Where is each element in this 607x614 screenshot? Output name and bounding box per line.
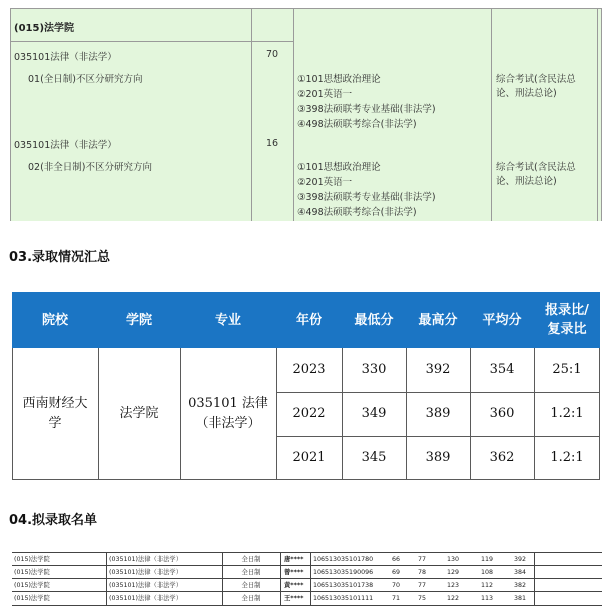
avg-score-cell: 360 — [489, 406, 515, 421]
school-cell — [12, 348, 98, 480]
list-study-mode: 全日制 — [241, 569, 261, 576]
header-max-score: 最高分 — [418, 312, 458, 328]
list-candidate-name: 黄**** — [284, 582, 304, 589]
exam-subject: ①101思想政治理论 — [297, 162, 381, 173]
list-score-english: 77 — [417, 582, 426, 589]
list-score-course1: 122 — [446, 595, 460, 602]
college-title: (015)法学院 — [14, 23, 75, 34]
list-college: (015)法学院 — [14, 556, 50, 563]
program-direction: 02(非全日制)不区分研究方向 — [28, 162, 153, 173]
list-study-mode: 全日制 — [241, 582, 261, 589]
list-score-course2: 112 — [480, 582, 494, 589]
avg-score-cell: 354 — [489, 362, 515, 377]
list-candidate-id: 106513035190096 — [313, 569, 374, 576]
major-line1: 035101 法律 — [188, 396, 268, 411]
exam-subject: ②201英语一 — [297, 177, 353, 188]
min-score-cell: 330 — [361, 362, 387, 377]
list-candidate-name: 唐**** — [284, 556, 304, 563]
header-ratio-line1: 报录比/ — [545, 303, 589, 318]
list-score-course2: 113 — [480, 595, 494, 602]
table-row — [12, 552, 602, 566]
list-candidate-id: 106513035101780 — [313, 556, 374, 563]
list-candidate-id: 106513035101111 — [313, 595, 374, 602]
list-candidate-id: 106513035101738 — [313, 582, 374, 589]
exam-subject: ①101思想政治理论 — [297, 74, 381, 85]
header-school: 院校 — [41, 312, 68, 328]
row-divider — [11, 41, 293, 42]
retest-content: 综合考试(含民法总 — [496, 74, 576, 85]
list-major: (035101)法律（非法学） — [109, 569, 183, 576]
list-candidate-name: 王**** — [284, 595, 304, 602]
list-score-politics: 66 — [391, 556, 400, 563]
avg-score-cell: 362 — [489, 449, 515, 465]
major-cell — [180, 348, 276, 480]
retest-content: 论、刑法总论) — [496, 88, 557, 99]
section-heading-admission-summary: 03.录取情况汇总 — [9, 250, 111, 265]
major-line2: （非法学） — [195, 416, 261, 431]
min-score-cell: 349 — [361, 406, 387, 421]
ratio-cell: 25:1 — [552, 362, 582, 377]
program-direction: 01(全日制)不区分研究方向 — [28, 74, 143, 85]
column-divider — [293, 9, 294, 221]
table-row — [12, 565, 602, 579]
ratio-cell: 1.2:1 — [550, 406, 584, 421]
school-name-line1: 西南财经大 — [22, 396, 88, 411]
program-catalog-table — [10, 8, 602, 221]
admission-summary-table — [12, 292, 600, 480]
year-cell: 2023 — [292, 362, 326, 377]
list-score-english: 75 — [417, 595, 426, 602]
max-score-cell: 392 — [425, 362, 451, 377]
header-avg-score: 平均分 — [482, 312, 522, 328]
retest-content: 论、刑法总论) — [496, 176, 557, 187]
header-ratio-line2: 复录比 — [547, 322, 587, 337]
list-total-score: 392 — [513, 556, 527, 563]
retest-content: 综合考试(含民法总 — [496, 162, 576, 173]
list-total-score: 381 — [513, 595, 527, 602]
list-major: (035101)法律（非法学） — [109, 556, 183, 563]
header-ratio — [534, 292, 600, 348]
header-year: 年份 — [295, 312, 322, 328]
list-major: (035101)法律（非法学） — [109, 582, 183, 589]
list-total-score: 384 — [513, 569, 527, 576]
list-study-mode: 全日制 — [241, 595, 261, 602]
list-college: (015)法学院 — [14, 582, 50, 589]
cell-divider — [534, 592, 535, 605]
exam-subject: ④498法硕联考综合(非法学) — [297, 207, 417, 218]
program-major: 035101法律（非法学） — [14, 140, 117, 151]
list-score-course2: 119 — [480, 556, 494, 563]
list-study-mode: 全日制 — [241, 556, 261, 563]
max-score-cell: 389 — [425, 449, 451, 465]
school-name-line2: 学 — [48, 416, 62, 431]
column-divider — [597, 9, 598, 221]
column-divider — [491, 9, 492, 221]
program-quota: 70 — [266, 49, 279, 60]
exam-subject: ③398法硕联考专业基础(非法学) — [297, 192, 436, 203]
cell-divider — [280, 592, 281, 605]
year-cell: 2022 — [292, 406, 326, 421]
list-score-english: 78 — [417, 569, 426, 576]
list-total-score: 382 — [513, 582, 527, 589]
list-score-english: 77 — [417, 556, 426, 563]
list-score-course2: 108 — [480, 569, 494, 576]
ratio-cell: 1.2:1 — [550, 449, 584, 465]
list-college: (015)法学院 — [14, 595, 50, 602]
list-score-course1: 123 — [446, 582, 460, 589]
list-score-course1: 130 — [446, 556, 460, 563]
min-score-cell: 345 — [361, 449, 387, 465]
list-candidate-name: 曾**** — [284, 569, 304, 576]
header-major: 专业 — [214, 312, 241, 328]
list-score-course1: 129 — [446, 569, 460, 576]
exam-subject: ②201英语一 — [297, 89, 353, 100]
program-major: 035101法律（非法学） — [14, 52, 117, 63]
table-row — [12, 591, 602, 606]
header-min-score: 最低分 — [354, 312, 394, 328]
header-college: 学院 — [125, 312, 152, 328]
list-score-politics: 70 — [391, 582, 400, 589]
exam-subject: ④498法硕联考综合(非法学) — [297, 119, 417, 130]
list-college: (015)法学院 — [14, 569, 50, 576]
list-score-politics: 69 — [391, 569, 400, 576]
program-quota: 16 — [266, 138, 279, 149]
college-cell: 法学院 — [119, 406, 159, 421]
year-cell: 2021 — [292, 449, 326, 465]
exam-subject: ③398法硕联考专业基础(非法学) — [297, 104, 436, 115]
max-score-cell: 389 — [425, 406, 451, 421]
list-score-politics: 71 — [391, 595, 400, 602]
table-row — [12, 578, 602, 592]
list-major: (035101)法律（非法学） — [109, 595, 183, 602]
section-heading-admission-list: 04.拟录取名单 — [9, 513, 98, 528]
